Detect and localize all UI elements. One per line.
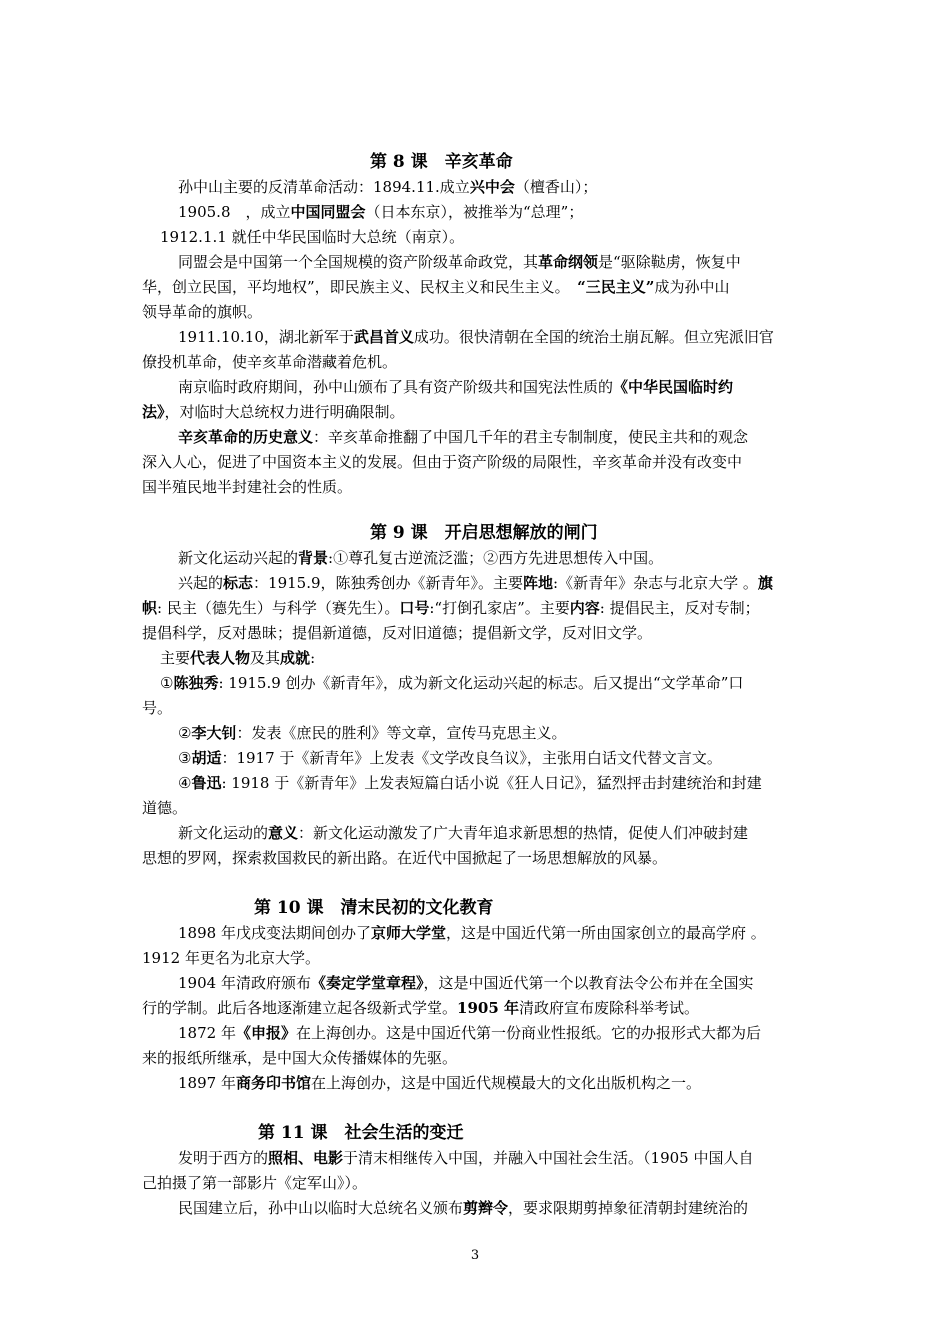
text-run: : (310, 649, 316, 667)
bold-term: 陈独秀 (173, 674, 219, 692)
text-run: 清政府宣布废除科举考试。 (519, 999, 700, 1017)
text-line (178, 921, 766, 945)
text-line (178, 971, 753, 995)
bold-term: 胡适 (191, 749, 222, 767)
text-run: 行的学制。此后各地逐渐建立起各级新式学堂。 (142, 999, 458, 1017)
bold-term: 照相、电影 (268, 1149, 344, 1167)
text-run: ，这是中国近代第一个以教育法令公布并在全国实 (423, 974, 754, 992)
text-run: 1904 年清政府颁布 (178, 974, 311, 992)
text-line (178, 425, 748, 449)
text-run: 于清末相继传入中国，并融入中国社会生活。（1905 中国人自 (343, 1149, 754, 1167)
text-run: ，这是中国近代第一所由国家创立的最高学府 。 (445, 924, 766, 942)
lesson-title: 第 11 课 社会生活的变迁 (258, 1123, 464, 1143)
text-line (178, 771, 762, 795)
text-line (142, 300, 262, 324)
text-line (142, 275, 729, 299)
text-line (178, 571, 773, 595)
text-line (142, 475, 352, 499)
text-run: （檀香山）； (514, 178, 598, 196)
text-line (178, 375, 733, 399)
text-run: 1897 年 (178, 1074, 236, 1092)
bold-term: 武昌首义 (353, 328, 414, 346)
text-run: 在上海创办，这是中国近代规模最大的文化出版机构之一。 (310, 1074, 701, 1092)
bold-term: 《奏定学堂章程》 (310, 974, 424, 992)
bold-term: 阵地 (523, 574, 554, 592)
bold-term: 剪辫令 (463, 1199, 509, 1217)
text-line (178, 746, 722, 770)
text-run: 主要 (160, 649, 191, 667)
text-run: 兴起的 (178, 574, 224, 592)
lesson-title: 第 8 课 辛亥革命 (370, 152, 513, 172)
bold-term: “三民主义” (577, 278, 655, 296)
text-run: : 民主（德先生）与科学（赛先生）。 (157, 599, 400, 617)
text-line (142, 400, 405, 424)
text-run: ③ (178, 749, 192, 767)
text-line (142, 846, 667, 870)
text-run: 号。 (142, 699, 173, 717)
text-run: 1912 年更名为北京大学。 (142, 949, 320, 967)
text-run: 1872 年 (178, 1024, 236, 1042)
text-run: 发明于西方的 (178, 1149, 269, 1167)
bold-term: 1905 年 (457, 999, 519, 1017)
text-run: 成为孙中山 (654, 278, 730, 296)
text-run: 同盟会是中国第一个全国规模的资产阶级革命政党，其 (178, 253, 539, 271)
text-line (142, 350, 397, 374)
bold-term: 口号 (399, 599, 430, 617)
text-run: ：辛亥革命推翻了中国几千年的君主专制制度，使民主共和的观念 (313, 428, 749, 446)
text-line (178, 325, 774, 349)
text-run: 领导革命的旗帜。 (142, 303, 263, 321)
text-run: 及其 (250, 649, 281, 667)
text-run: 僚投机革命，使辛亥革命潜藏着危机。 (142, 353, 398, 371)
bold-term: 京师大学堂 (370, 924, 446, 942)
text-line (142, 996, 699, 1020)
text-run: ① (160, 674, 174, 692)
bold-term: 旗 (757, 574, 773, 592)
bold-term: 商务印书馆 (235, 1074, 311, 1092)
text-run: （日本东京），被推举为“总理”； (365, 203, 584, 221)
bold-term: 鲁迅 (191, 774, 222, 792)
text-run: :《新青年》杂志与北京大学 。 (553, 574, 758, 592)
page-number: 3 (470, 1248, 480, 1263)
text-run: 南京临时政府期间，孙中山颁布了具有资产阶级共和国宪法性质的 (178, 378, 614, 396)
text-line (142, 796, 187, 820)
text-line (142, 450, 742, 474)
text-run: :“打倒孔家店”。主要 (429, 599, 570, 617)
text-run: ：1917 于《新青年》上发表《文学改良刍议》，主张用白话文代替文言文。 (221, 749, 722, 767)
text-line (178, 250, 741, 274)
text-line (178, 1021, 761, 1045)
text-run: 是“驱除鞑虏，恢复中 (598, 253, 741, 271)
text-run: 深入人心，促进了中国资本主义的发展。但由于资产阶级的局限性，辛亥革命并没有改变中 (142, 453, 743, 471)
bold-term: 《中华民国临时约 (613, 378, 734, 396)
bold-term: 帜 (142, 599, 158, 617)
text-run: 新文化运动兴起的 (178, 549, 299, 567)
text-run: ，要求限期剪掉象征清朝封建统治的 (508, 1199, 749, 1217)
text-line (178, 821, 748, 845)
text-line (142, 621, 652, 645)
lesson-title: 第 9 课 开启思想解放的闸门 (370, 523, 598, 543)
bold-term: 标志 (223, 574, 254, 592)
text-run: :①尊孔复古逆流泛滥；②西方先进思想传入中国。 (328, 549, 664, 567)
text-line (178, 200, 583, 224)
text-run: 来的报纸所继承，是中国大众传播媒体的先驱。 (142, 1049, 458, 1067)
text-run: 成功。很快清朝在全国的统治土崩瓦解。但立宪派旧官 (413, 328, 774, 346)
text-run: 道德。 (142, 799, 188, 817)
bold-term: 代表人物 (190, 649, 251, 667)
text-run: 1912.1.1 就任中华民国临时大总统（南京）。 (160, 228, 465, 246)
text-run: : 1915.9 创办《新青年》，成为新文化运动兴起的标志。后又提出“文学革命”口 (218, 674, 744, 692)
text-line (160, 646, 315, 670)
text-run: 国半殖民地半封建社会的性质。 (142, 478, 353, 496)
text-line (142, 1046, 457, 1070)
bold-term: 《申报》 (235, 1024, 296, 1042)
text-line (160, 671, 743, 695)
text-run: 在上海创办。这是中国近代第一份商业性报纸。它的办报形式大都为后 (295, 1024, 761, 1042)
lesson-title: 第 10 课 清末民初的文化教育 (254, 898, 494, 918)
text-line (178, 1146, 753, 1170)
text-run: 思想的罗网，探索救国救民的新出路。在近代中国掀起了一场思想解放的风暴。 (142, 849, 668, 867)
text-run: 民国建立后，孙中山以临时大总统名义颁布 (178, 1199, 464, 1217)
text-run: ④ (178, 774, 192, 792)
text-line (142, 696, 172, 720)
text-line (142, 596, 760, 620)
text-run: ：新文化运动激发了广大青年追求新思想的热情，促使人们冲破封建 (298, 824, 749, 842)
bold-term: 法》 (142, 403, 165, 421)
bold-term: 辛亥革命的历史意义 (178, 428, 314, 446)
bold-term: 成就 (280, 649, 311, 667)
text-run: 孙中山主要的反清革命活动：1894.11.成立 (178, 178, 470, 196)
text-line (178, 721, 566, 745)
text-line (178, 546, 663, 570)
text-line (160, 225, 464, 249)
text-run: 1898 年戊戌变法期间创办了 (178, 924, 371, 942)
text-run: 提倡科学，反对愚昧；提倡新道德，反对旧道德；提倡新文学，反对旧文学。 (142, 624, 653, 642)
text-line (142, 946, 320, 970)
text-line (178, 1071, 701, 1095)
text-run: 1905.8 ，成立 (178, 203, 291, 221)
bold-term: 革命纲领 (538, 253, 599, 271)
text-run: 1911.10.10，湖北新军于 (178, 328, 354, 346)
text-run: : 1918 于《新青年》上发表短篇白话小说《狂人日记》，猛烈抨击封建统治和封建 (221, 774, 762, 792)
bold-term: 李大钊 (191, 724, 237, 742)
text-line (178, 175, 597, 199)
text-run: 华，创立民国，平均地权”，即民族主义、民权主义和民生主义。 (142, 278, 578, 296)
bold-term: 意义 (268, 824, 299, 842)
text-line (142, 1171, 367, 1195)
text-run: ，对临时大总统权力进行明确限制。 (164, 403, 405, 421)
text-run: 新文化运动的 (178, 824, 269, 842)
text-run: ：1915.9，陈独秀创办《新青年》。主要 (253, 574, 524, 592)
bold-term: 背景 (298, 549, 329, 567)
text-line (178, 1196, 748, 1220)
bold-term: 中国同盟会 (290, 203, 366, 221)
text-run: ：发表《庶民的胜利》等文章，宣传马克思主义。 (236, 724, 567, 742)
bold-term: 兴中会 (469, 178, 515, 196)
text-run: ② (178, 724, 192, 742)
bold-term: 内容 (569, 599, 600, 617)
text-run: 己拍摄了第一部影片《定军山》）。 (142, 1174, 368, 1192)
text-run: : 提倡民主，反对专制； (599, 599, 760, 617)
